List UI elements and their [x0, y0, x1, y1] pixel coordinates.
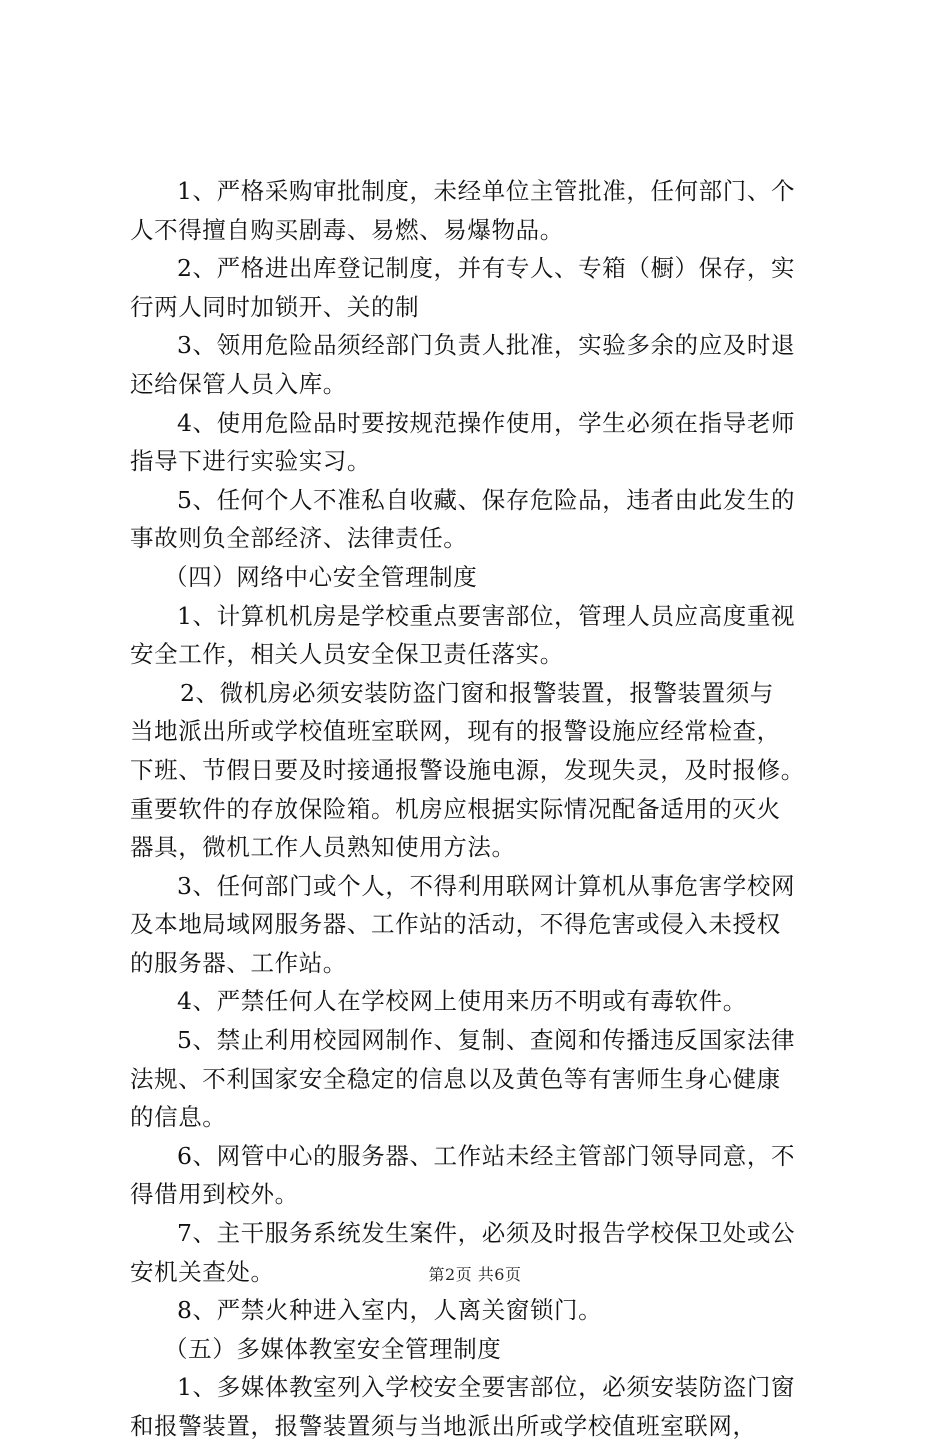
paragraph-line: 还给保管人员入库。 — [130, 369, 347, 398]
paragraph-line: 器具，微机工作人员熟知使用方法。 — [130, 833, 516, 862]
paragraph-line: 指导下进行实验实习。 — [130, 447, 371, 476]
page-number: 第2页 共6页 — [428, 1265, 522, 1284]
paragraph-line: 5、任何个人不准私自收藏、保存危险品，违者由此发生的 — [177, 485, 796, 514]
section-heading: （四）网络中心安全管理制度 — [164, 562, 478, 591]
paragraph-line: 安全工作，相关人员安全保卫责任落实。 — [130, 640, 564, 669]
paragraph-line: 7、主干服务系统发生案件，必须及时报告学校保卫处或公 — [177, 1219, 796, 1248]
paragraph-line: 3、任何部门或个人，不得利用联网计算机从事危害学校网 — [177, 871, 796, 900]
paragraph-line: 安机关查处。 — [130, 1257, 275, 1286]
paragraph-line: 1、严格采购审批制度，未经单位主管批准，任何部门、个 — [177, 177, 796, 205]
paragraph-line: 及本地局域网服务器、工作站的活动，不得危害或侵入未授权 — [130, 910, 781, 939]
paragraph-line: 当地派出所或学校值班室联网，现有的报警设施应经常检查， — [130, 717, 781, 746]
section-heading: （五）多媒体教室安全管理制度 — [164, 1334, 502, 1363]
paragraph-line: 4、使用危险品时要按规范操作使用，学生必须在指导老师 — [177, 408, 796, 437]
paragraph-line: 法规、不利国家安全稳定的信息以及黄色等有害师生身心健康 — [130, 1064, 781, 1093]
paragraph-line: 的服务器、工作站。 — [130, 948, 347, 977]
paragraph-line: 行两人同时加锁开、关的制 — [130, 292, 420, 321]
paragraph-line: 1、计算机机房是学校重点要害部位，管理人员应高度重视 — [177, 601, 796, 630]
paragraph-line: 2、严格进出库登记制度，并有专人、专箱（橱）保存，实 — [177, 254, 796, 283]
paragraph-line: 下班、节假日要及时接通报警设施电源，发现失灵，及时报修。 — [130, 755, 805, 784]
paragraph-line: 2、微机房必须安装防盗门窗和报警装置，报警装置须与 — [180, 678, 774, 707]
paragraph-line: 1、多媒体教室列入学校安全要害部位，必须安装防盗门窗 — [177, 1373, 796, 1402]
paragraph-line: 重要软件的存放保险箱。机房应根据实际情况配备适用的灭火 — [130, 794, 781, 823]
paragraph-line: 人不得擅自购买剧毒、易燃、易爆物品。 — [130, 215, 564, 244]
document-body — [130, 172, 830, 1446]
paragraph-line: 事故则负全部经济、法律责任。 — [130, 524, 468, 553]
paragraph-line: 3、领用危险品须经部门负责人批准，实验多余的应及时退 — [177, 331, 796, 360]
paragraph-line: 8、严禁火种进入室内，人离关窗锁门。 — [177, 1296, 603, 1325]
paragraph-line: 4、严禁任何人在学校网上使用来历不明或有毒软件。 — [177, 987, 747, 1016]
paragraph-line: 6、网管中心的服务器、工作站未经主管部门领导同意，不 — [177, 1141, 796, 1170]
paragraph-line: 5、禁止利用校园网制作、复制、查阅和传播违反国家法律 — [177, 1026, 796, 1055]
paragraph-line: 的信息。 — [130, 1103, 227, 1132]
paragraph-line: 得借用到校外。 — [130, 1180, 299, 1209]
paragraph-line: 和报警装置，报警装置须与当地派出所或学校值班室联网， — [130, 1412, 757, 1440]
